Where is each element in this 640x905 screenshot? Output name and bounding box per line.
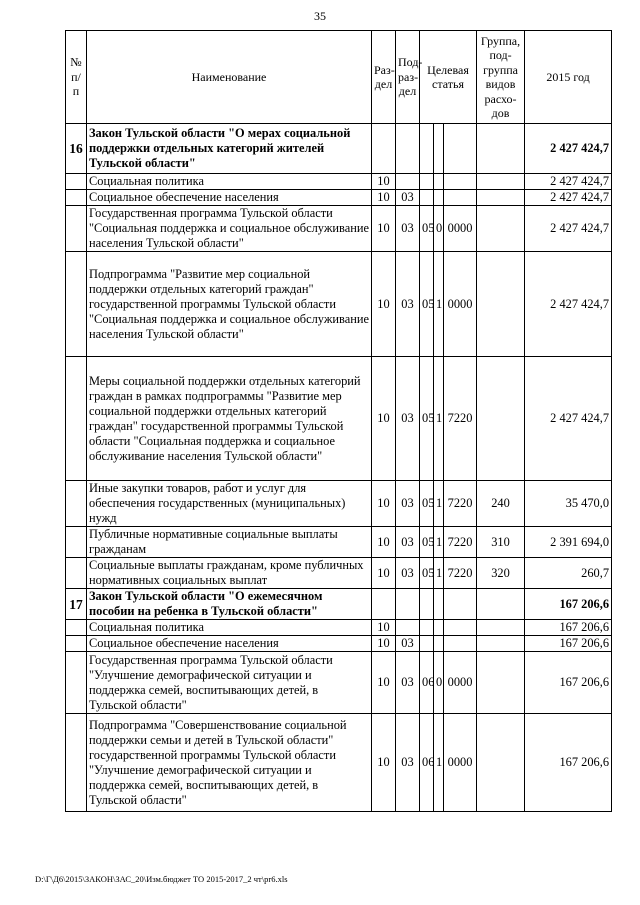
row-target-program: 05 [420, 206, 434, 252]
page-number: 35 [314, 9, 326, 23]
table-row [66, 558, 612, 589]
row-number [66, 714, 87, 812]
row-razdel: 10 [372, 174, 396, 190]
row-amount-2015: 167 206,6 [525, 652, 612, 714]
row-podrazdel: 03 [396, 252, 420, 357]
row-podrazdel: 03 [396, 652, 420, 714]
header-podrazdel: Под- раз- дел [396, 31, 420, 124]
row-name: Государственная программа Тульской области "Социальная поддержка и социальное обслуживание населения Тульской области" [87, 206, 372, 252]
row-target-direction [444, 124, 477, 174]
row-target-direction [444, 589, 477, 620]
row-amount-2015: 167 206,6 [525, 636, 612, 652]
table-row [66, 620, 612, 636]
table-row [66, 357, 612, 481]
header-group: Группа, под- группа видов расхо- дов [477, 31, 525, 124]
row-podrazdel: 03 [396, 636, 420, 652]
row-podrazdel: 03 [396, 206, 420, 252]
row-razdel: 10 [372, 558, 396, 589]
row-expense-group [477, 190, 525, 206]
row-amount-2015: 2 427 424,7 [525, 174, 612, 190]
row-name: Публичные нормативные социальные выплаты гражданам [87, 527, 372, 558]
row-amount-2015: 2 427 424,7 [525, 252, 612, 357]
row-name: Закон Тульской области "О мерах социальной поддержки отдельных категорий жителей Тульской области" [87, 124, 372, 174]
row-target-subprogram: 1 [434, 714, 444, 812]
row-number [66, 174, 87, 190]
row-target-subprogram [434, 620, 444, 636]
table-row [66, 206, 612, 252]
row-expense-group [477, 206, 525, 252]
row-razdel: 10 [372, 714, 396, 812]
table-row [66, 481, 612, 527]
row-target-subprogram: 1 [434, 558, 444, 589]
row-target-direction [444, 190, 477, 206]
row-target-subprogram [434, 174, 444, 190]
header-no: № п/п [66, 31, 87, 124]
budget-table [65, 30, 612, 812]
row-target-program [420, 589, 434, 620]
row-number [66, 252, 87, 357]
table-row [66, 652, 612, 714]
row-number [66, 206, 87, 252]
row-target-direction [444, 174, 477, 190]
row-number [66, 481, 87, 527]
row-target-subprogram: 0 [434, 652, 444, 714]
row-amount-2015: 167 206,6 [525, 620, 612, 636]
row-number [66, 558, 87, 589]
row-expense-group [477, 589, 525, 620]
row-target-program [420, 190, 434, 206]
row-target-subprogram [434, 589, 444, 620]
row-podrazdel: 03 [396, 190, 420, 206]
row-expense-group: 240 [477, 481, 525, 527]
row-amount-2015: 35 470,0 [525, 481, 612, 527]
row-expense-group [477, 252, 525, 357]
row-target-direction: 0000 [444, 252, 477, 357]
row-expense-group [477, 174, 525, 190]
row-target-subprogram: 1 [434, 481, 444, 527]
row-amount-2015: 167 206,6 [525, 589, 612, 620]
row-podrazdel: 03 [396, 527, 420, 558]
row-podrazdel: 03 [396, 481, 420, 527]
row-target-subprogram [434, 190, 444, 206]
row-amount-2015: 2 427 424,7 [525, 206, 612, 252]
row-target-program: 05 [420, 558, 434, 589]
row-target-subprogram: 1 [434, 252, 444, 357]
header-year: 2015 год [525, 31, 612, 124]
row-expense-group: 320 [477, 558, 525, 589]
row-amount-2015: 2 427 424,7 [525, 190, 612, 206]
row-expense-group [477, 357, 525, 481]
row-target-program [420, 636, 434, 652]
row-expense-group: 310 [477, 527, 525, 558]
row-number: 16 [66, 124, 87, 174]
row-name: Иные закупки товаров, работ и услуг для обеспечения государственных (муниципальных) нужд [87, 481, 372, 527]
row-target-direction: 7220 [444, 357, 477, 481]
row-target-direction: 7220 [444, 558, 477, 589]
row-razdel: 10 [372, 481, 396, 527]
row-amount-2015: 2 427 424,7 [525, 124, 612, 174]
table-row [66, 527, 612, 558]
row-podrazdel: 03 [396, 558, 420, 589]
table-row [66, 589, 612, 620]
table-row [66, 252, 612, 357]
row-name: Государственная программа Тульской области "Улучшение демографической ситуации и поддержка семей, воспитывающих детей, в Тульской области" [87, 652, 372, 714]
row-target-subprogram: 0 [434, 206, 444, 252]
row-podrazdel: 03 [396, 357, 420, 481]
table-row [66, 190, 612, 206]
row-amount-2015: 260,7 [525, 558, 612, 589]
row-target-direction [444, 636, 477, 652]
row-podrazdel [396, 174, 420, 190]
row-target-program [420, 124, 434, 174]
row-expense-group [477, 124, 525, 174]
table-row [66, 636, 612, 652]
row-razdel [372, 589, 396, 620]
row-target-program: 06 [420, 714, 434, 812]
header-name: Наименование [87, 31, 372, 124]
row-name: Социальная политика [87, 174, 372, 190]
row-number [66, 357, 87, 481]
row-name: Закон Тульской области "О ежемесячном пособии на ребенка в Тульской области" [87, 589, 372, 620]
row-amount-2015: 167 206,6 [525, 714, 612, 812]
row-target-subprogram: 1 [434, 527, 444, 558]
row-name: Подпрограмма "Совершенствование социальной поддержки семьи и детей в Тульской области" государственной программы Тульской области "Улучшение демографической ситуации и поддержка семей, воспитывающих детей, в Тульской области" [87, 714, 372, 812]
row-target-program: 05 [420, 527, 434, 558]
table-row [66, 714, 612, 812]
row-amount-2015: 2 391 694,0 [525, 527, 612, 558]
row-podrazdel [396, 589, 420, 620]
table-row [66, 124, 612, 174]
row-razdel: 10 [372, 636, 396, 652]
header-razdel: Раз- дел [372, 31, 396, 124]
row-target-program [420, 174, 434, 190]
row-target-program: 05 [420, 252, 434, 357]
row-number: 17 [66, 589, 87, 620]
table-header-row [66, 31, 612, 124]
row-razdel: 10 [372, 652, 396, 714]
row-target-direction: 0000 [444, 714, 477, 812]
table-row [66, 174, 612, 190]
row-name: Подпрограмма "Развитие мер социальной поддержки отдельных категорий граждан" государственной программы Тульской области "Социальная поддержка и социальное обслуживание населения Тульской области" [87, 252, 372, 357]
row-name: Социальное обеспечение населения [87, 190, 372, 206]
row-name: Социальное обеспечение населения [87, 636, 372, 652]
row-expense-group [477, 636, 525, 652]
row-target-subprogram: 1 [434, 357, 444, 481]
row-target-subprogram [434, 124, 444, 174]
row-target-program: 06 [420, 652, 434, 714]
row-target-direction [444, 620, 477, 636]
row-target-program: 05 [420, 481, 434, 527]
row-amount-2015: 2 427 424,7 [525, 357, 612, 481]
row-number [66, 620, 87, 636]
row-target-direction: 7220 [444, 527, 477, 558]
row-razdel: 10 [372, 527, 396, 558]
row-razdel: 10 [372, 206, 396, 252]
row-name: Социальные выплаты гражданам, кроме публичных нормативных социальных выплат [87, 558, 372, 589]
row-razdel: 10 [372, 252, 396, 357]
row-number [66, 652, 87, 714]
row-podrazdel [396, 124, 420, 174]
row-razdel: 10 [372, 357, 396, 481]
row-name: Меры социальной поддержки отдельных категорий граждан в рамках подпрограммы "Развитие мер социальной поддержки отдельных категорий граждан" государственной программы Тульской области "Социальная поддержка и социальное обслуживание населения Тульской области" [87, 357, 372, 481]
row-expense-group [477, 714, 525, 812]
row-podrazdel: 03 [396, 714, 420, 812]
row-number [66, 527, 87, 558]
row-razdel: 10 [372, 190, 396, 206]
row-razdel [372, 124, 396, 174]
row-podrazdel [396, 620, 420, 636]
row-target-direction: 0000 [444, 652, 477, 714]
row-target-subprogram [434, 636, 444, 652]
row-name: Социальная политика [87, 620, 372, 636]
header-target: Целевая статья [420, 31, 477, 124]
row-target-program: 05 [420, 357, 434, 481]
row-number [66, 636, 87, 652]
row-target-direction: 7220 [444, 481, 477, 527]
row-expense-group [477, 620, 525, 636]
row-target-program [420, 620, 434, 636]
row-razdel: 10 [372, 620, 396, 636]
row-target-direction: 0000 [444, 206, 477, 252]
row-expense-group [477, 652, 525, 714]
row-number [66, 190, 87, 206]
file-path-footer: D:\Г\Д6\2015\ЗАКОН\ЗАС_20\Изм.бюджет ТО 2015-2017_2 чт\pr6.xls [35, 874, 288, 884]
